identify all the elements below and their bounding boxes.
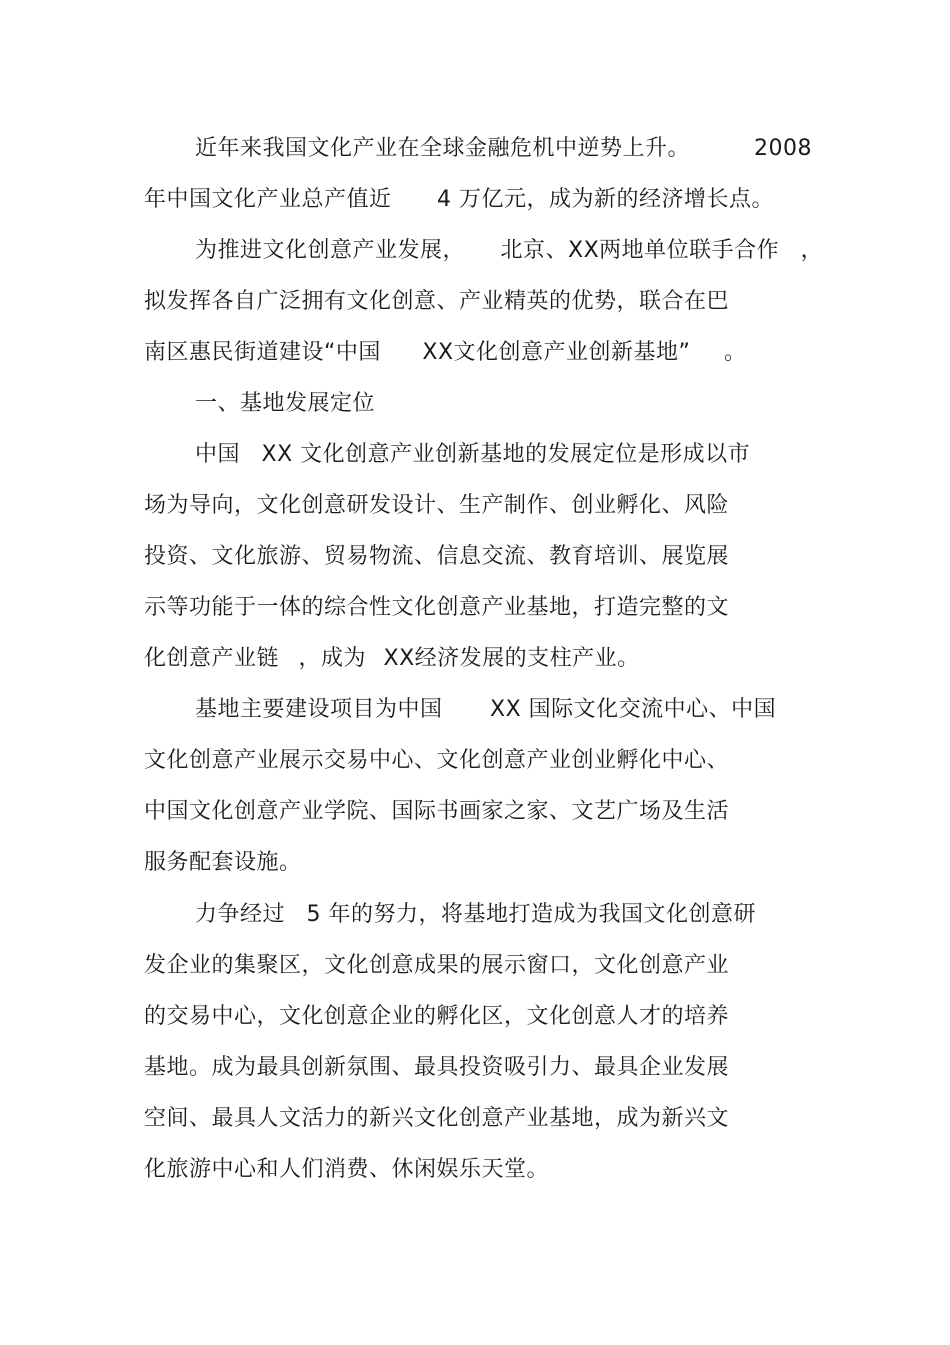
- text-segment: 发企业的集聚区，文化创意成果的展示窗口，文化创意产业: [144, 953, 730, 978]
- section-heading: [195, 389, 375, 419]
- text-line: [195, 440, 750, 470]
- text-segment: 基地。成为最具创新氛围、最具投资吸引力、最具企业发展: [144, 1055, 730, 1080]
- text-segment: ，: [800, 238, 824, 263]
- text-line: [195, 900, 756, 930]
- text-segment: 空间、最具人文活力的新兴文化创意产业基地，成为新兴文: [144, 1106, 730, 1131]
- text-line: [144, 593, 729, 623]
- text-segment: 南区惠民街道建设“中国: [144, 340, 381, 365]
- text-segment: 近年来我国文化产业在全球金融危机中逆势上升。: [195, 136, 691, 161]
- text-segment: 一、基地发展定位: [195, 391, 376, 416]
- text-segment: 5 年的努力，将基地打造成为我国文化创意研: [306, 902, 757, 927]
- text-line: [144, 185, 774, 215]
- text-segment: 4 万亿元，成为新的经济增长点。: [437, 187, 775, 212]
- text-line: [144, 491, 729, 521]
- text-segment: 的交易中心，文化创意企业的孵化区，文化创意人才的培养: [144, 1004, 730, 1029]
- text-line: [195, 134, 690, 164]
- text-segment: XX 文化创意产业创新基地的发展定位是形成以市: [261, 442, 751, 467]
- text-line: [144, 1104, 729, 1134]
- text-segment: 服务配套设施。: [144, 850, 302, 875]
- text-line: [144, 287, 729, 317]
- text-segment: XX文化创意产业创新基地”: [422, 340, 691, 365]
- text-segment: XX经济发展的支柱产业。: [383, 646, 640, 671]
- text-segment: 中国: [195, 442, 241, 467]
- text-line: [144, 644, 640, 674]
- text-segment: 投资、文化旅游、贸易物流、信息交流、教育培训、展览展: [144, 544, 730, 569]
- text-line: [144, 1002, 729, 1032]
- text-line: [144, 951, 729, 981]
- text-segment: ，成为: [298, 646, 367, 671]
- text-segment: 场为导向，文化创意研发设计、生产制作、创业孵化、风险: [144, 493, 730, 518]
- text-segment: 化旅游中心和人们消费、休闲娱乐天堂。: [144, 1157, 550, 1182]
- text-line: [144, 797, 729, 827]
- text-segment: 年中国文化产业总产值近: [144, 187, 392, 212]
- text-line: [144, 1053, 729, 1083]
- text-segment: 拟发挥各自广泛拥有文化创意、产业精英的优势，联合在巴: [144, 289, 730, 314]
- text-segment: 中国文化创意产业学院、国际书画家之家、文艺广场及生活: [144, 799, 730, 824]
- text-segment: 文化创意产业展示交易中心、文化创意产业创业孵化中心、: [144, 748, 730, 773]
- text-line: [144, 542, 729, 572]
- text-line: [195, 695, 776, 725]
- text-line: [144, 1155, 549, 1185]
- text-line: [754, 134, 812, 164]
- text-segment: 基地主要建设项目为中国: [195, 697, 443, 722]
- text-segment: 。: [723, 340, 747, 365]
- text-segment: 示等功能于一体的综合性文化创意产业基地，打造完整的文: [144, 595, 730, 620]
- text-line: [144, 338, 746, 368]
- text-segment: 2008: [754, 136, 812, 161]
- text-line: [195, 236, 823, 266]
- text-line: [144, 746, 729, 776]
- text-segment: 力争经过: [195, 902, 286, 927]
- text-segment: 北京、XX两地单位联手合作: [500, 238, 780, 263]
- text-line: [144, 848, 302, 878]
- text-segment: 化创意产业链: [144, 646, 280, 671]
- text-segment: 为推进文化创意产业发展，: [195, 238, 466, 263]
- text-segment: XX 国际文化交流中心、中国: [490, 697, 777, 722]
